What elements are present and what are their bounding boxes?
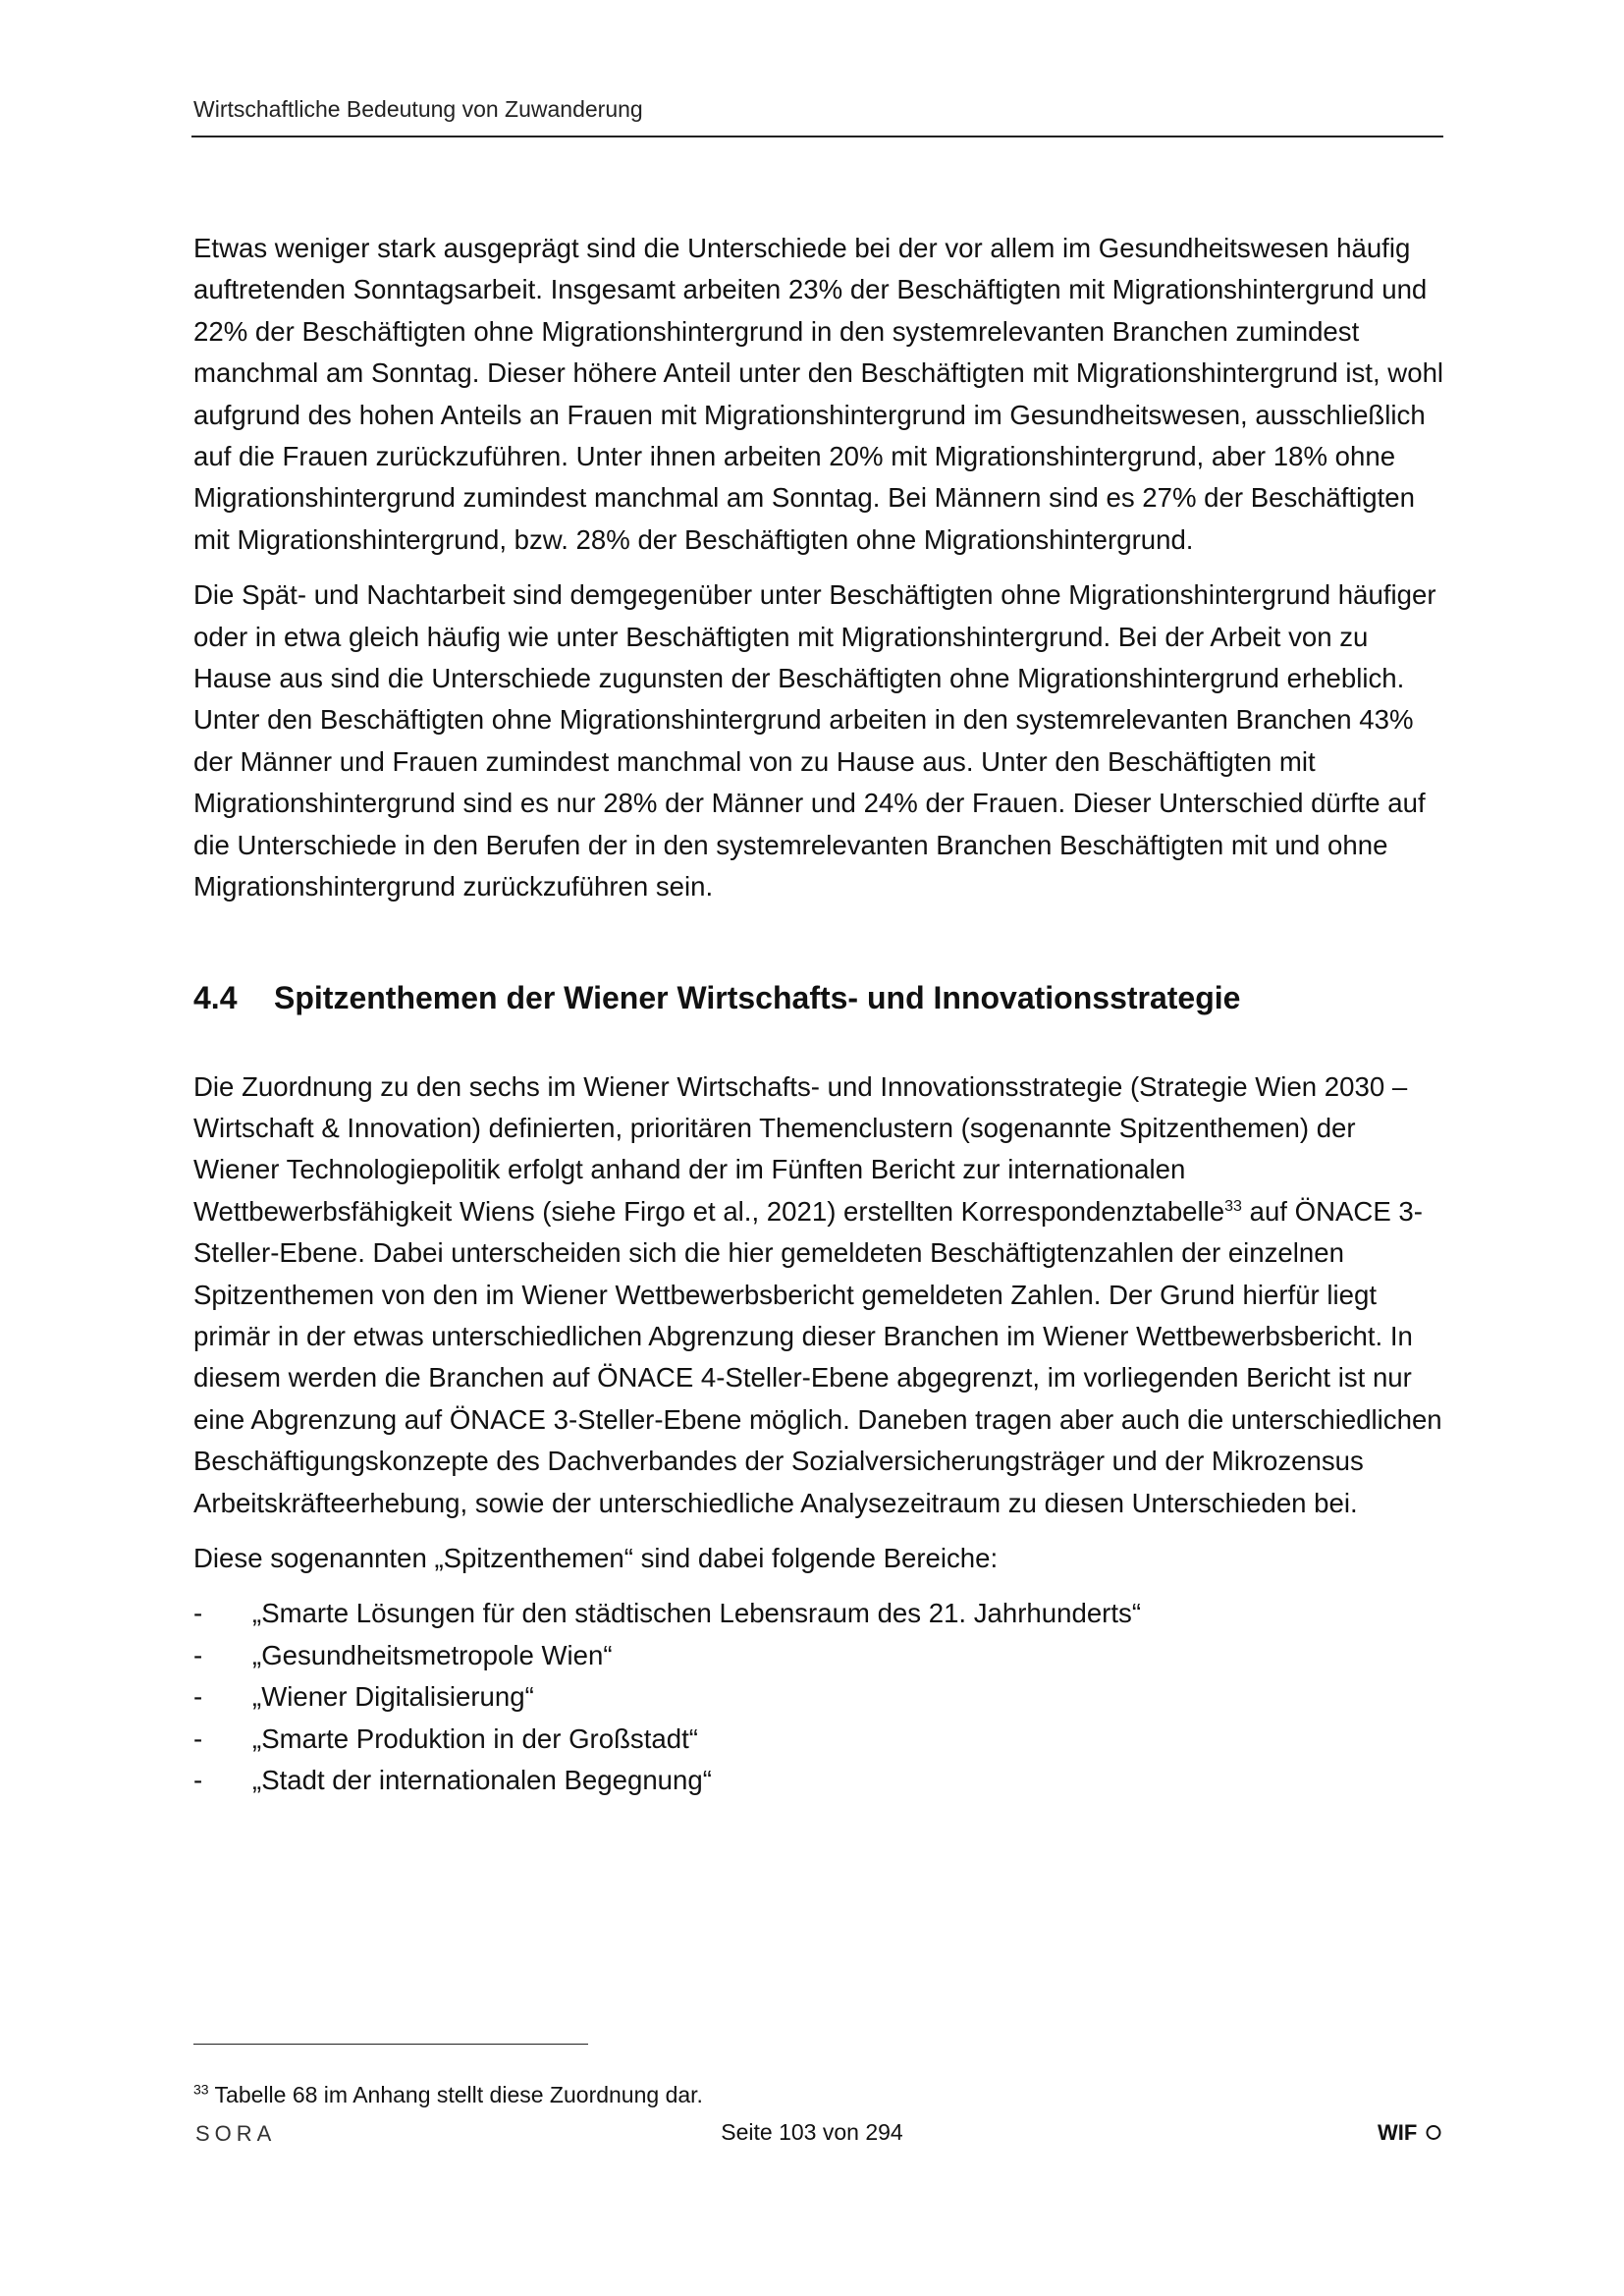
section-heading <box>193 978 1446 1017</box>
list-item <box>193 1635 1446 1676</box>
running-header: Wirtschaftliche Bedeutung von Zuwanderung <box>193 96 643 122</box>
list-marker: - <box>193 1681 203 1713</box>
list-item-text: „Stadt der internationalen Begegnung“ <box>252 1765 712 1795</box>
svg-text:WIF: WIF <box>1378 2120 1418 2145</box>
list-marker: - <box>193 1639 203 1670</box>
footnote-number: 33 <box>193 2081 209 2098</box>
footnote-rule <box>193 2044 588 2045</box>
footer-sora-logo: SORA <box>195 2121 277 2146</box>
paragraph-list-intro: Diese sogenannten „Spitzenthemen“ sind dabei folgende Bereiche: <box>193 1542 999 1573</box>
page-number: Seite 103 von 294 <box>721 2119 903 2145</box>
wifo-logo <box>1377 2117 1445 2147</box>
footnote-text: Tabelle 68 im Anhang stellt diese Zuordnung dar. <box>208 2082 703 2107</box>
header-rule <box>191 136 1443 137</box>
list-marker: - <box>193 1722 203 1754</box>
paragraph-sunday-work: Etwas weniger stark ausgeprägt sind die Unterschiede bei der vor allem im Gesundheitswesen häufig auftretenden Sonntagsarbeit. Insgesamt arbeiten 23% der Beschäftigten mit Migrationshintergrund und 22% der Beschäftigten ohne Migrationshintergrund in den systemrelevanten Branchen zumindest manchmal am Sonntag. Dieser höhere Anteil unter den Beschäftigten mit Migrationshintergrund ist, wohl aufgrund des hohen Anteils an Frauen mit Migrationshintergrund im Gesundheitswesen, ausschließlich auf die Frauen zurückzuführen. Unter ihnen arbeiten 20% mit Migrationshintergrund, aber 18% ohne Migrationshintergrund zumindest manchmal am Sonntag. Bei Männern sind es 27% der Beschäftigten mit Migrationshintergrund, bzw. 28% der Beschäftigten ohne Migrationshintergrund. <box>193 233 1444 555</box>
footnote-reference[interactable]: 33 <box>1224 1197 1242 1215</box>
list-item <box>193 1676 1446 1718</box>
section-title: Spitzenthemen der Wiener Wirtschafts- und Innovationsstrategie <box>274 979 1241 1015</box>
list-item-text: „Gesundheitsmetropole Wien“ <box>252 1639 613 1670</box>
paragraph-assignment-part1: Die Zuordnung zu den sechs im Wiener Wirtschafts- und Innovationsstrategie (Strategie Wien 2030 – Wirtschaft & Innovation) definierten, prioritären Themenclustern (sogenannte Spitzenthemen) der Wiener Technologiepolitik erfolgt anhand der im Fünften Bericht zur internationalen Wettbewerbsfähigkeit Wiens (siehe Firgo et al., 2021) erstellten Korrespondenztabelle <box>193 1070 1408 1227</box>
list-item-text: „Smarte Produktion in der Großstadt“ <box>252 1722 698 1754</box>
list-item <box>193 1593 1446 1634</box>
list-marker: - <box>193 1598 203 1629</box>
topics-list <box>193 1593 1446 1801</box>
paragraph-night-work: Die Spät- und Nachtarbeit sind demgegenüber unter Beschäftigten ohne Migrationshintergrund häufiger oder in etwa gleich häufig wie unter Beschäftigten mit Migrationshintergrund. Bei der Arbeit von zu Hause aus sind die Unterschiede zugunsten der Beschäftigten ohne Migrationshintergrund erheblich. Unter den Beschäftigten ohne Migrationshintergrund arbeiten in den systemrelevanten Branchen 43% der Männer und Frauen zumindest manchmal von zu Hause aus. Unter den Beschäftigten mit Migrationshintergrund sind es nur 28% der Männer und 24% der Frauen. Dieser Unterschied dürfte auf die Unterschiede in den Berufen der in den systemrelevanten Branchen Beschäftigten mit und ohne Migrationshintergrund zurückzuführen sein. <box>193 579 1436 902</box>
list-item-text: „Smarte Lösungen für den städtischen Lebensraum des 21. Jahrhunderts“ <box>252 1598 1142 1629</box>
list-marker: - <box>193 1765 203 1795</box>
section-number: 4.4 <box>193 979 238 1015</box>
page-body <box>193 228 1446 1801</box>
list-item <box>193 1760 1446 1801</box>
paragraph-assignment <box>193 1066 1446 1524</box>
list-item <box>193 1719 1446 1760</box>
paragraph-assignment-part2: auf ÖNACE 3-Steller-Ebene. Dabei unterscheiden sich die hier gemeldeten Beschäftigtenzahlen der einzelnen Spitzenthemen von den im Wiener Wettbewerbsbericht gemeldeten Zahlen. Der Grund hierfür liegt primär in der etwas unterschiedlichen Abgrenzung dieser Branchen im Wiener Wettbewerbsbericht. In diesem werden die Branchen auf ÖNACE 4-Steller-Ebene abgegrenzt, im vorliegenden Bericht ist nur eine Abgrenzung auf ÖNACE 3-Steller-Ebene möglich. Daneben tragen aber auch die unterschiedlichen Beschäftigungskonzepte des Dachverbandes der Sozialversicherungsträger und der Mikrozensus Arbeitskräfteerhebung, sowie der unterschiedliche Analysezeitraum zu diesen Unterschieden bei. <box>193 1195 1442 1518</box>
list-item-text: „Wiener Digitalisierung“ <box>252 1681 534 1713</box>
footnote <box>193 2082 703 2108</box>
